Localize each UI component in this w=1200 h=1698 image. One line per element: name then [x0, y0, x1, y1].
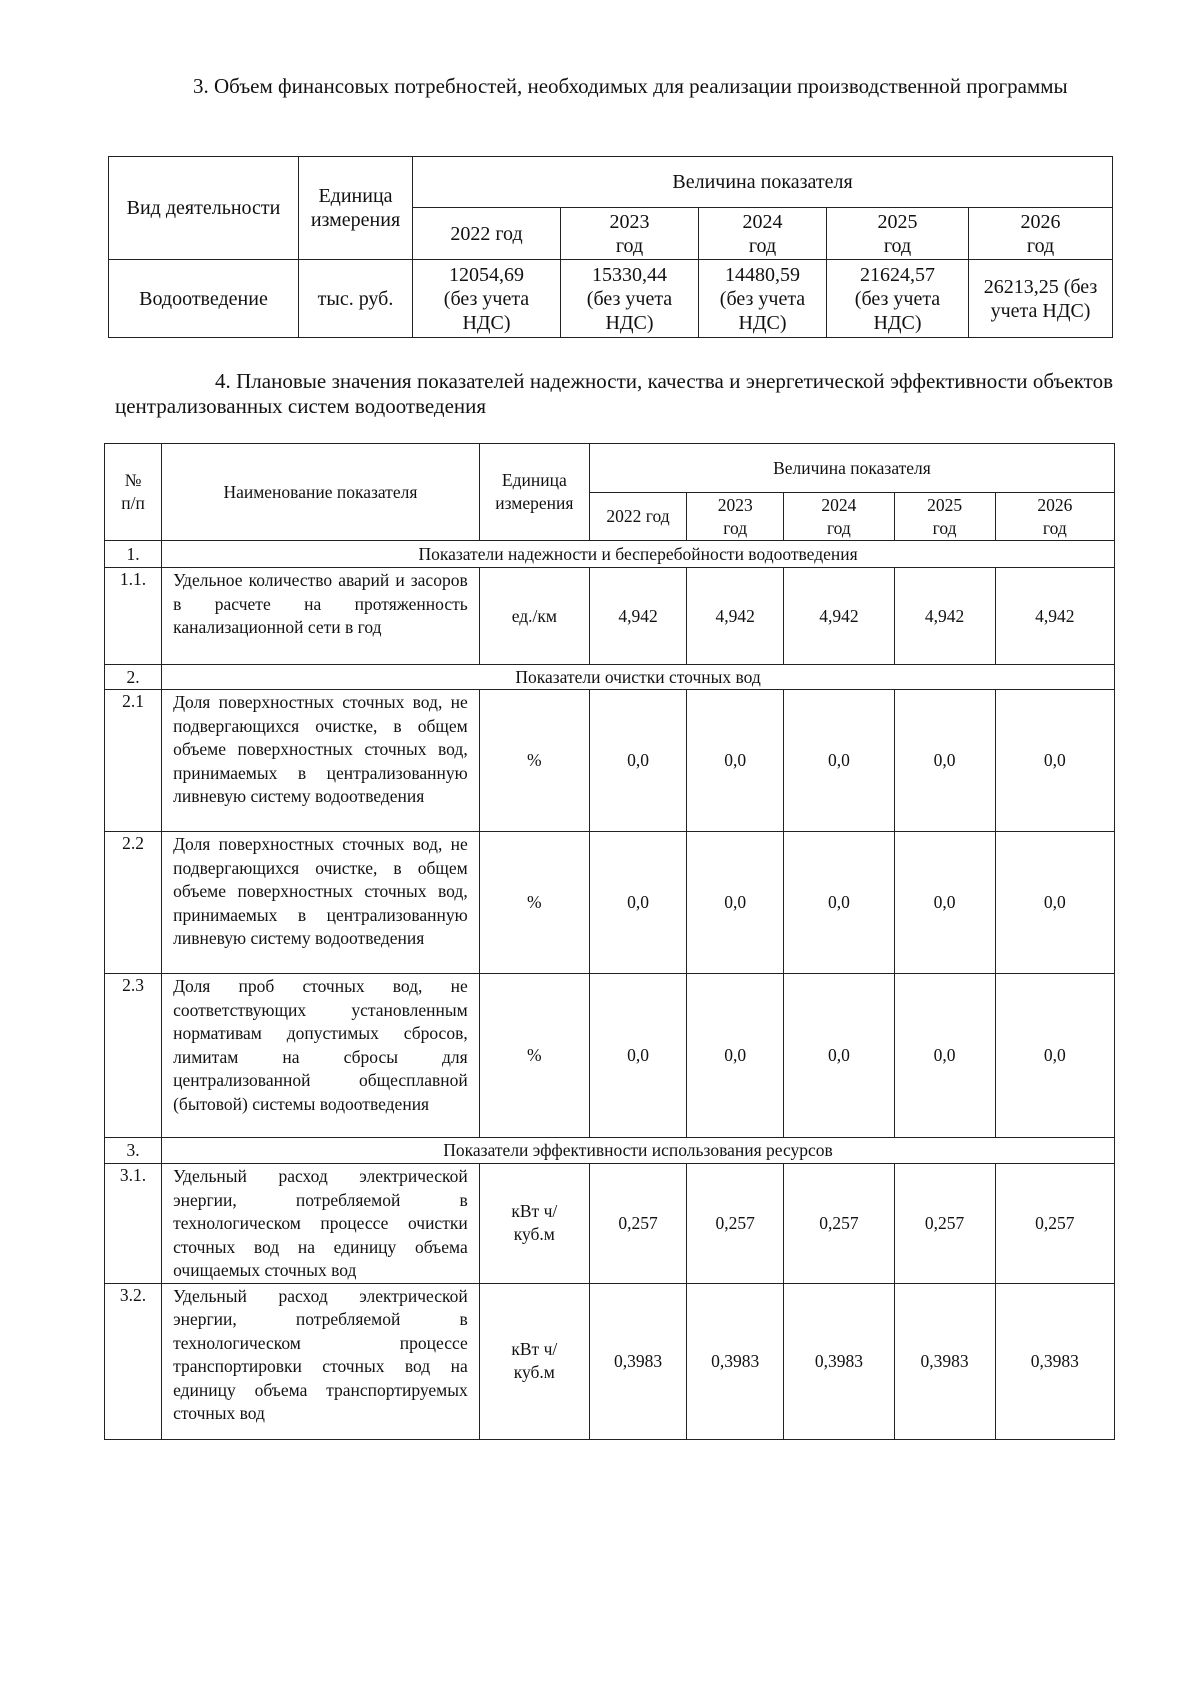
unit-cell: % [479, 690, 589, 832]
year-header: 2026 год [995, 493, 1114, 541]
year-header: 2025 год [827, 208, 969, 260]
section-num: 3. [105, 1138, 162, 1164]
value-cell: 4,942 [784, 568, 894, 665]
unit-cell: тыс. руб. [299, 260, 413, 338]
value-cell: 4,942 [995, 568, 1114, 665]
col-name: Наименование показателя [162, 444, 480, 541]
value-cell: 0,257 [894, 1164, 995, 1284]
row-num: 1.1. [105, 568, 162, 665]
unit-cell: % [479, 974, 589, 1138]
row-num: 3.2. [105, 1283, 162, 1439]
value-cell: 26213,25 (без учета НДС) [969, 260, 1113, 338]
value-cell: 0,0 [589, 832, 686, 974]
value-cell: 0,257 [687, 1164, 784, 1284]
unit-cell: кВт ч/ куб.м [479, 1283, 589, 1439]
value-cell: 0,0 [687, 832, 784, 974]
col-unit: Единица измерения [299, 157, 413, 260]
value-cell: 0,0 [995, 690, 1114, 832]
value-cell: 4,942 [687, 568, 784, 665]
value-cell: 0,3983 [687, 1283, 784, 1439]
value-cell: 0,0 [784, 832, 894, 974]
year-header: 2022 год [413, 208, 561, 260]
year-header: 2022 год [589, 493, 686, 541]
section-title: Показатели надежности и бесперебойности водоотведения [162, 541, 1115, 568]
section-title: Показатели эффективности использования ресурсов [162, 1138, 1115, 1164]
section-num: 2. [105, 665, 162, 690]
section3-heading: 3. Объем финансовых потребностей, необходимых для реализации производственной программы [193, 74, 1068, 98]
indicator-name: Удельное количество аварий и засоров в расчете на протяженность канализационной сети в год [162, 568, 480, 665]
unit-cell: ед./км [479, 568, 589, 665]
indicator-name: Доля поверхностных сточных вод, не подвергающихся очистке, в общем объеме поверхностных сточных вод, принимаемых в централизованную ливневую систему водоотведения [162, 832, 480, 974]
value-cell: 0,0 [687, 974, 784, 1138]
value-cell: 0,0 [687, 690, 784, 832]
value-cell: 14480,59 (без учета НДС) [699, 260, 827, 338]
year-header: 2024 год [784, 493, 894, 541]
indicator-name: Удельный расход электрической энергии, потребляемой в технологическом процессе транспортировки сточных вод на единицу объема транспортируемых сточных вод [162, 1283, 480, 1439]
section-title: Показатели очистки сточных вод [162, 665, 1115, 690]
year-header: 2026 год [969, 208, 1113, 260]
value-cell: 4,942 [894, 568, 995, 665]
indicators-table [104, 443, 1115, 1440]
indicator-name: Доля поверхностных сточных вод, не подвергающихся очистке, в общем объеме поверхностных сточных вод, принимаемых в централизованную ливневую систему водоотведения [162, 690, 480, 832]
value-cell: 0,0 [894, 832, 995, 974]
col-unit: Единица измерения [479, 444, 589, 541]
unit-cell: кВт ч/ куб.м [479, 1164, 589, 1284]
indicator-name: Удельный расход электрической энергии, потребляемой в технологическом процессе очистки сточных вод на единицу объема очищаемых сточных вод [162, 1164, 480, 1284]
value-cell: 0,257 [784, 1164, 894, 1284]
value-cell: 0,0 [995, 974, 1114, 1138]
value-cell: 0,3983 [784, 1283, 894, 1439]
value-cell: 0,0 [784, 974, 894, 1138]
value-cell: 0,0 [589, 974, 686, 1138]
value-cell: 0,3983 [894, 1283, 995, 1439]
year-header: 2023 год [561, 208, 699, 260]
year-header: 2024 год [699, 208, 827, 260]
value-cell: 0,3983 [589, 1283, 686, 1439]
unit-cell: % [479, 832, 589, 974]
financial-needs-table [108, 156, 1113, 338]
value-cell: 4,942 [589, 568, 686, 665]
year-header: 2023 год [687, 493, 784, 541]
value-cell: 0,0 [894, 690, 995, 832]
col-num: № п/п [105, 444, 162, 541]
row-num: 2.3 [105, 974, 162, 1138]
col-activity: Вид деятельности [109, 157, 299, 260]
row-num: 3.1. [105, 1164, 162, 1284]
row-num: 2.1 [105, 690, 162, 832]
section-num: 1. [105, 541, 162, 568]
value-cell: 12054,69 (без учета НДС) [413, 260, 561, 338]
section4-heading: 4. Плановые значения показателей надежности, качества и энергетической эффективности объектов централизованных систем водоотведения [115, 369, 1113, 418]
value-cell: 0,0 [894, 974, 995, 1138]
activity-cell: Водоотведение [109, 260, 299, 338]
value-cell: 0,257 [995, 1164, 1114, 1284]
value-cell: 0,0 [995, 832, 1114, 974]
indicator-name: Доля проб сточных вод, не соответствующих установленным нормативам допустимых сбросов, лимитам на сбросы для централизованной общесплавной (бытовой) системы водоотведения [162, 974, 480, 1138]
year-header: 2025 год [894, 493, 995, 541]
col-value: Величина показателя [413, 157, 1113, 208]
value-cell: 0,0 [784, 690, 894, 832]
value-cell: 0,257 [589, 1164, 686, 1284]
row-num: 2.2 [105, 832, 162, 974]
value-cell: 0,0 [589, 690, 686, 832]
value-cell: 15330,44 (без учета НДС) [561, 260, 699, 338]
value-cell: 21624,57 (без учета НДС) [827, 260, 969, 338]
value-cell: 0,3983 [995, 1283, 1114, 1439]
col-value: Величина показателя [589, 444, 1114, 493]
